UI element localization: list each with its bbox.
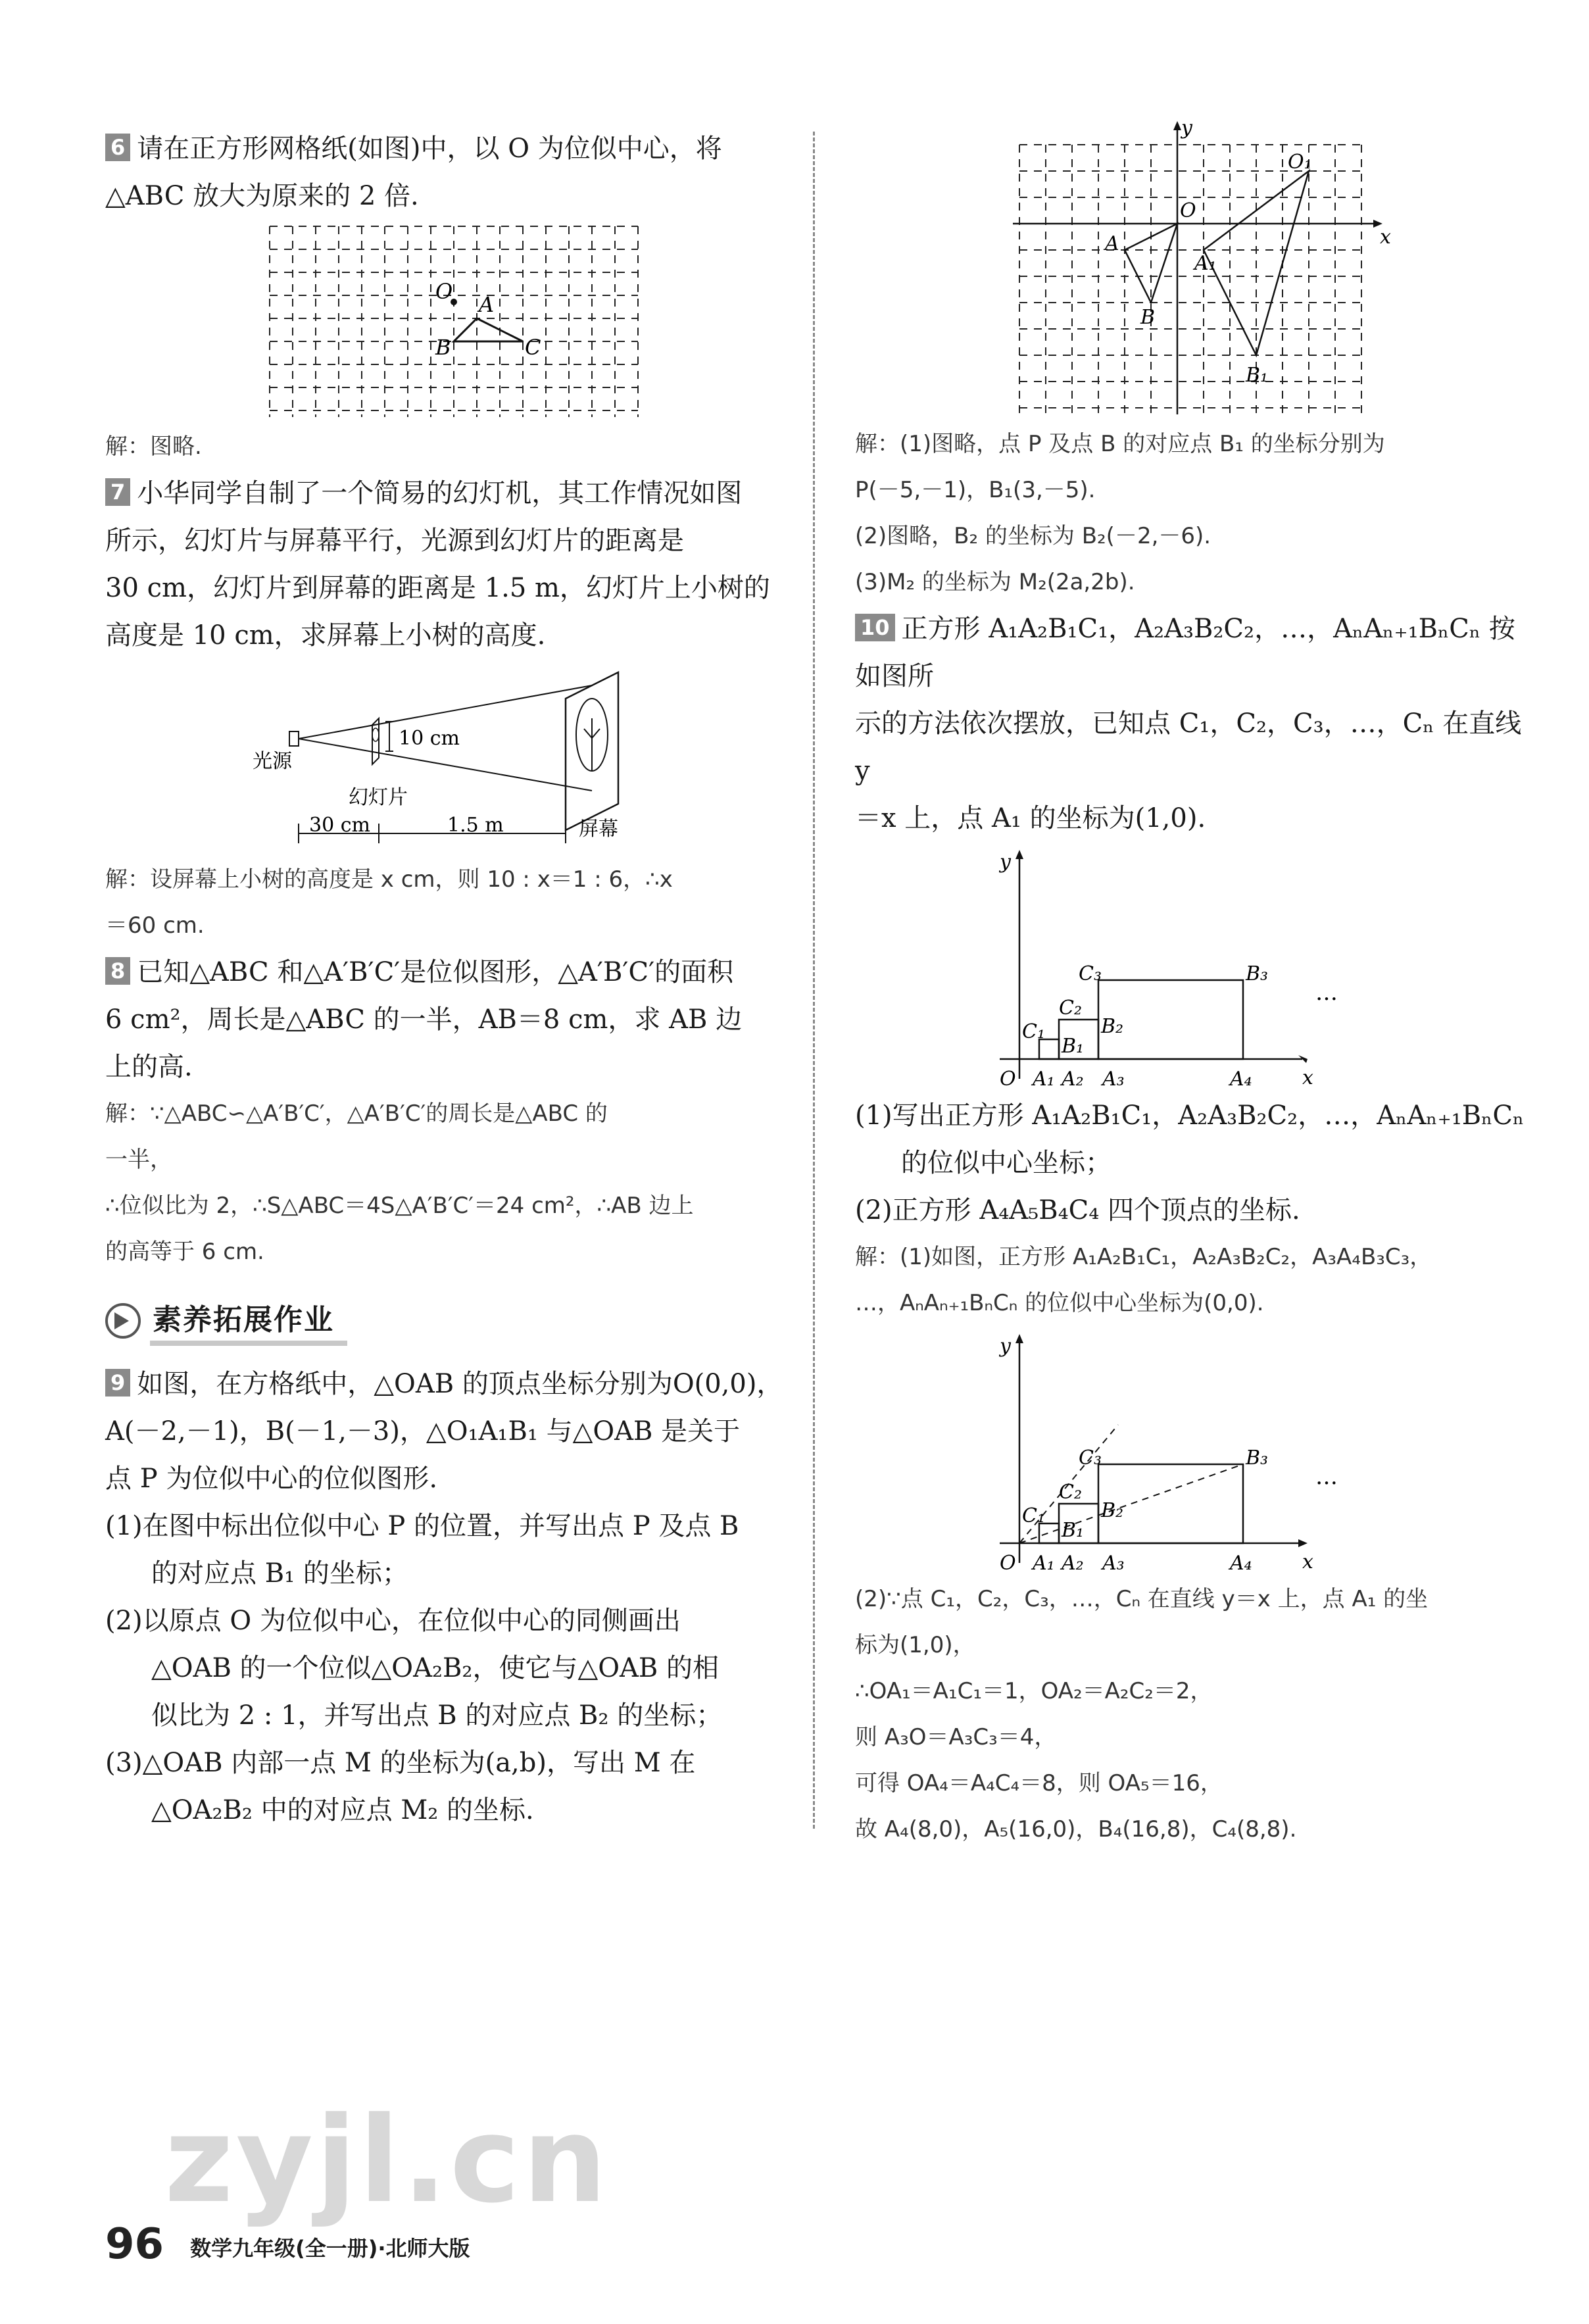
triangle-ABC bbox=[454, 318, 523, 341]
answer-line: (2)图略，B₂ 的坐标为 B₂(－2,－6). bbox=[855, 523, 1211, 549]
label-B: B bbox=[435, 335, 451, 360]
label-light-source: 光源 bbox=[253, 750, 292, 773]
sub-question: △OAB 的一个位似△OA₂B₂，使它与△OAB 的相 bbox=[151, 1653, 720, 1683]
question-line: ＝x 上，点 A₁ 的坐标为(1,0). bbox=[855, 803, 1206, 833]
sub-question: (1)在图中标出位似中心 P 的位置，并写出点 P 及点 B bbox=[105, 1511, 739, 1541]
label-C3: C₃ bbox=[1079, 962, 1102, 985]
squares-figure bbox=[980, 842, 1401, 1092]
question-line: 30 cm，幻灯片到屏幕的距离是 1.5 m，幻灯片上小树的 bbox=[105, 573, 770, 603]
answer-line: ＝60 cm. bbox=[105, 912, 205, 939]
label-A3: A₃ bbox=[1102, 1068, 1125, 1091]
question-line: 高度是 10 cm，求屏幕上小树的高度. bbox=[105, 620, 546, 651]
question-number: 6 bbox=[105, 134, 130, 161]
answer-line: …，AₙAₙ₊₁BₙCₙ 的位似中心坐标为(0,0). bbox=[855, 1290, 1264, 1316]
arrow-icon bbox=[105, 1303, 141, 1339]
label-A4: A₄ bbox=[1230, 1552, 1252, 1575]
label-B1: B₁ bbox=[1062, 1035, 1085, 1058]
answer-line: 则 A₃O＝A₃C₃＝4， bbox=[855, 1724, 1057, 1750]
sub-question: (1)写出正方形 A₁A₂B₁C₁，A₂A₃B₂C₂，…，AₙAₙ₊₁BₙCₙ bbox=[855, 1100, 1525, 1131]
sub-question: 的位似中心坐标； bbox=[901, 1148, 1112, 1178]
label-C2: C₂ bbox=[1059, 997, 1082, 1020]
label-distance-2: 1.5 m bbox=[447, 814, 504, 837]
label-A3: A₃ bbox=[1102, 1552, 1125, 1575]
page-number: 96 bbox=[105, 2220, 164, 2269]
question-10 bbox=[855, 605, 1526, 1852]
question-number: 7 bbox=[105, 478, 130, 506]
answer-line: 解：(1)图略，点 P 及点 B 的对应点 B₁ 的坐标分别为 bbox=[855, 431, 1385, 457]
label-height: 10 cm bbox=[399, 727, 460, 750]
label-x: x bbox=[1380, 226, 1391, 249]
label-B3: B₃ bbox=[1246, 962, 1269, 985]
label-B2: B₂ bbox=[1101, 1015, 1124, 1038]
label-y: y bbox=[1000, 1335, 1011, 1358]
question-line: 6 cm²，周长是△ABC 的一半，AB＝8 cm，求 AB 边 bbox=[105, 1004, 743, 1035]
question-line: 已知△ABC 和△A′B′C′是位似图形，△A′B′C′的面积 bbox=[137, 957, 734, 987]
answer-line: 的高等于 6 cm. bbox=[105, 1239, 264, 1265]
label-A4: A₄ bbox=[1230, 1068, 1252, 1091]
answer-line: 一半， bbox=[105, 1147, 172, 1173]
answer-line: P(－5,－1)，B₁(3,－5). bbox=[855, 477, 1096, 503]
label-B3: B₃ bbox=[1246, 1446, 1269, 1470]
label-C1: C₁ bbox=[1022, 1020, 1045, 1043]
question-text: △ABC 放大为原来的 2 倍. bbox=[105, 181, 419, 211]
label-y: y bbox=[1181, 116, 1192, 139]
label-ellipsis: … bbox=[1315, 979, 1338, 1006]
label-A: A bbox=[479, 292, 495, 317]
section-heading bbox=[105, 1295, 802, 1347]
label-distance-1: 30 cm bbox=[309, 814, 370, 837]
question-9-answer bbox=[855, 421, 1526, 605]
column-divider bbox=[813, 132, 815, 1829]
label-B: B bbox=[1140, 306, 1156, 329]
sub-question: 的对应点 B₁ 的坐标； bbox=[151, 1558, 408, 1589]
label-x: x bbox=[1302, 1550, 1313, 1573]
question-line: 示的方法依次摆放，已知点 C₁，C₂，C₃，…，Cₙ 在直线 y bbox=[855, 708, 1522, 786]
label-C1: C₁ bbox=[1022, 1504, 1045, 1527]
section-title: 素养拓展作业 bbox=[150, 1296, 347, 1346]
label-A1: A₁ bbox=[1033, 1552, 1055, 1575]
book-title: 数学九年级(全一册)·北师大版 bbox=[190, 2236, 470, 2261]
sub-question: (3)△OAB 内部一点 M 的坐标为(a,b)，写出 M 在 bbox=[105, 1748, 696, 1778]
left-column bbox=[105, 125, 802, 1834]
label-O1: O₁ bbox=[1288, 151, 1312, 174]
label-ellipsis: … bbox=[1315, 1464, 1338, 1490]
label-O: O bbox=[1180, 199, 1196, 222]
question-8 bbox=[105, 949, 802, 1275]
label-y: y bbox=[1000, 851, 1011, 874]
watermark: zyjl.cn bbox=[164, 2092, 610, 2229]
label-A2: A₂ bbox=[1062, 1552, 1084, 1575]
projector-figure bbox=[250, 659, 658, 856]
answer-line: ∴OA₁＝A₁C₁＝1，OA₂＝A₂C₂＝2， bbox=[855, 1678, 1213, 1704]
label-A1: A₁ bbox=[1033, 1068, 1055, 1091]
question-9 bbox=[105, 1360, 802, 1834]
question-text: 请在正方形网格纸(如图)中，以 O 为位似中心，将 bbox=[137, 134, 722, 164]
label-A2: A₂ bbox=[1062, 1068, 1084, 1091]
answer-line: (2)∵点 C₁，C₂，C₃，…，Cₙ 在直线 y＝x 上，点 A₁ 的坐 bbox=[855, 1586, 1429, 1612]
question-line: 上的高. bbox=[105, 1052, 193, 1082]
sub-question: △OA₂B₂ 中的对应点 M₂ 的坐标. bbox=[151, 1795, 534, 1825]
question-line: 如图，在方格纸中，△OAB 的顶点坐标分别为O(0,0)， bbox=[137, 1369, 783, 1399]
answer-line: 解：设屏幕上小树的高度是 x cm，则 10 : x＝1 : 6，∴x bbox=[105, 866, 673, 893]
label-B2: B₂ bbox=[1101, 1499, 1124, 1522]
label-B1: B₁ bbox=[1062, 1519, 1085, 1542]
question-line: 正方形 A₁A₂B₁C₁，A₂A₃B₂C₂，…，AₙAₙ₊₁BₙCₙ 按如图所 bbox=[855, 614, 1515, 691]
label-A: A bbox=[1105, 232, 1119, 255]
label-screen: 屏幕 bbox=[579, 818, 618, 841]
question-7 bbox=[105, 470, 802, 949]
sub-question: 似比为 2 : 1，并写出点 B 的对应点 B₂ 的坐标； bbox=[151, 1700, 723, 1731]
question-6 bbox=[105, 125, 802, 470]
answer-line: 解：(1)如图，正方形 A₁A₂B₁C₁，A₂A₃B₂C₂，A₃A₄B₃C₃， bbox=[855, 1244, 1432, 1270]
label-C: C bbox=[525, 335, 541, 360]
answer-line: 标为(1,0)， bbox=[855, 1632, 975, 1658]
question-number: 10 bbox=[855, 614, 895, 641]
sub-question: (2)以原点 O 为位似中心，在位似中心的同侧画出 bbox=[105, 1606, 681, 1636]
question-line: 所示，幻灯片与屏幕平行，光源到幻灯片的距离是 bbox=[105, 526, 684, 556]
label-A1: A₁ bbox=[1194, 252, 1217, 275]
answer-line: 可得 OA₄＝A₄C₄＝8，则 OA₅＝16， bbox=[855, 1770, 1223, 1796]
label-O: O bbox=[435, 279, 453, 304]
label-x: x bbox=[1302, 1066, 1313, 1089]
q6-grid-figure bbox=[263, 220, 645, 424]
label-O: O bbox=[1000, 1552, 1016, 1575]
sub-question: (2)正方形 A₄A₅B₄C₄ 四个顶点的坐标. bbox=[855, 1195, 1300, 1225]
answer-line: 解：∵△ABC∽△A′B′C′，△A′B′C′的周长是△ABC 的 bbox=[105, 1100, 608, 1127]
question-number: 8 bbox=[105, 957, 130, 985]
squares-figure-with-lines bbox=[980, 1326, 1401, 1576]
label-B1: B₁ bbox=[1246, 364, 1269, 387]
right-column bbox=[855, 116, 1526, 1852]
answer: 解：图略. bbox=[105, 433, 202, 460]
answer-line: (3)M₂ 的坐标为 M₂(2a,2b). bbox=[855, 569, 1135, 595]
question-line: 点 P 为位似中心的位似图形. bbox=[105, 1464, 438, 1494]
answer-line: 故 A₄(8,0)，A₅(16,0)，B₄(16,8)，C₄(8,8). bbox=[855, 1816, 1297, 1842]
answer-line: ∴位似比为 2，∴S△ABC＝4S△A′B′C′＝24 cm²，∴AB 边上 bbox=[105, 1193, 694, 1219]
label-C2: C₂ bbox=[1059, 1481, 1082, 1504]
q9-grid-figure bbox=[993, 116, 1391, 421]
label-C3: C₃ bbox=[1079, 1446, 1102, 1470]
page-footer bbox=[105, 2220, 470, 2269]
question-number: 9 bbox=[105, 1369, 130, 1397]
label-slide: 幻灯片 bbox=[349, 786, 408, 809]
label-O: O bbox=[1000, 1068, 1016, 1091]
question-line: A(－2,－1)，B(－1,－3)，△O₁A₁B₁ 与△OAB 是关于 bbox=[105, 1416, 741, 1446]
light-source bbox=[289, 731, 299, 746]
question-line: 小华同学自制了一个简易的幻灯机，其工作情况如图 bbox=[137, 478, 743, 508]
